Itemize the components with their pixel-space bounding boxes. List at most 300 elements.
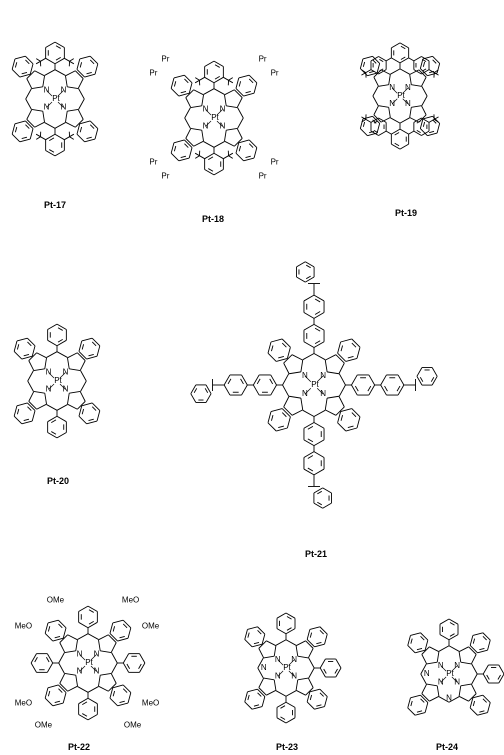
bond xyxy=(317,502,321,505)
bond xyxy=(432,368,437,377)
bond xyxy=(45,633,53,641)
bond xyxy=(77,59,80,69)
bond xyxy=(82,702,87,705)
bond xyxy=(238,118,244,128)
atom-label: N xyxy=(62,384,69,394)
bond xyxy=(266,641,276,646)
bond xyxy=(15,121,25,124)
bond xyxy=(258,630,262,634)
bond xyxy=(432,376,437,385)
bond xyxy=(360,129,367,136)
bond xyxy=(37,353,47,358)
bond xyxy=(206,385,211,394)
bond xyxy=(57,340,66,345)
bond xyxy=(247,627,257,630)
bond xyxy=(27,109,32,119)
bond xyxy=(286,718,295,723)
bond xyxy=(48,340,57,345)
bond xyxy=(459,696,469,701)
bond xyxy=(286,629,295,634)
bond xyxy=(289,396,301,398)
bond xyxy=(139,663,144,672)
bond xyxy=(301,398,303,410)
atom-label: N xyxy=(454,660,461,670)
bond xyxy=(226,128,237,130)
bond xyxy=(284,396,289,407)
bond xyxy=(400,43,409,48)
bond xyxy=(239,81,240,86)
bond xyxy=(277,613,286,618)
bond xyxy=(139,654,144,663)
bond xyxy=(296,641,306,646)
bond xyxy=(31,654,36,663)
bond xyxy=(17,403,27,406)
bond xyxy=(17,338,27,341)
bond xyxy=(374,106,379,115)
bond xyxy=(369,71,374,72)
bond xyxy=(47,405,57,411)
bond xyxy=(421,636,425,640)
bond xyxy=(208,157,213,160)
bond xyxy=(253,375,259,385)
bond xyxy=(245,639,252,646)
bond xyxy=(473,701,474,706)
bond xyxy=(76,675,78,686)
bond xyxy=(325,410,336,415)
substituent-label: Pr xyxy=(270,68,279,78)
bond xyxy=(174,140,184,143)
bond xyxy=(303,354,314,360)
bond xyxy=(391,43,400,48)
bond xyxy=(81,381,87,391)
bond xyxy=(483,699,487,703)
bond xyxy=(461,662,472,664)
bond xyxy=(390,69,400,74)
bond xyxy=(79,89,85,99)
bond xyxy=(25,56,33,64)
bond xyxy=(14,341,17,351)
atom-label: N xyxy=(437,677,444,687)
bond xyxy=(398,375,404,385)
bond xyxy=(247,689,257,692)
bond xyxy=(90,121,98,129)
bond xyxy=(421,106,426,115)
atom-label: N xyxy=(60,102,67,112)
bond xyxy=(97,411,100,421)
bond xyxy=(171,78,174,88)
bond xyxy=(395,143,399,146)
bond xyxy=(417,130,421,132)
bond xyxy=(422,684,427,694)
bond xyxy=(55,636,60,637)
metal-label: Pt xyxy=(52,94,60,104)
substituent-label: Pr xyxy=(270,157,279,167)
bond xyxy=(171,88,179,96)
bond xyxy=(282,343,286,347)
bond xyxy=(320,627,327,634)
bond xyxy=(68,635,78,640)
bond xyxy=(224,375,230,385)
bond xyxy=(303,410,314,416)
bond xyxy=(289,372,301,374)
atom-label: N xyxy=(93,649,100,659)
bond xyxy=(298,678,309,680)
bond xyxy=(314,469,324,475)
bond xyxy=(90,56,98,64)
bond xyxy=(78,687,88,693)
bond xyxy=(128,628,131,638)
bond xyxy=(110,623,113,633)
bond xyxy=(450,634,455,637)
bond xyxy=(314,452,324,458)
bond xyxy=(245,629,248,639)
bond xyxy=(270,379,273,384)
substituent-label: MeO xyxy=(14,698,33,708)
bond xyxy=(199,77,204,80)
atom-label: N xyxy=(274,654,281,664)
bond xyxy=(46,42,55,47)
bond xyxy=(310,695,311,700)
bond xyxy=(139,664,142,669)
bond xyxy=(307,702,314,709)
bond xyxy=(254,642,259,643)
bond xyxy=(268,342,271,353)
metal-label: Pt xyxy=(311,380,319,390)
bond xyxy=(304,440,314,446)
bond xyxy=(408,635,411,645)
compound-pt23 xyxy=(245,613,341,723)
bond xyxy=(228,379,231,384)
bond xyxy=(325,697,328,707)
bond xyxy=(45,393,47,404)
bond xyxy=(95,64,98,74)
bond xyxy=(483,665,488,674)
bond xyxy=(89,621,94,624)
atom-label: N xyxy=(219,121,226,131)
bond xyxy=(45,688,48,698)
bond xyxy=(194,388,197,392)
bond xyxy=(185,118,191,128)
bond xyxy=(80,391,85,401)
bond xyxy=(363,62,364,67)
bond xyxy=(408,645,415,652)
bond xyxy=(437,123,440,133)
bond xyxy=(87,72,92,73)
bond xyxy=(470,708,477,715)
bond xyxy=(77,134,85,142)
bond xyxy=(314,503,323,508)
bond xyxy=(90,60,94,64)
bond xyxy=(55,42,64,47)
bond xyxy=(85,74,95,77)
bond xyxy=(70,134,74,137)
bond xyxy=(47,663,52,672)
bond xyxy=(315,299,320,302)
bond xyxy=(186,128,191,138)
bond xyxy=(206,394,211,403)
bond xyxy=(429,131,434,132)
bond xyxy=(46,134,55,139)
bond xyxy=(58,328,63,331)
bond xyxy=(473,633,483,636)
bond xyxy=(479,711,484,712)
bond xyxy=(282,339,290,347)
bond xyxy=(57,324,66,329)
bond xyxy=(276,428,287,431)
atom-label: N xyxy=(301,389,308,399)
bond xyxy=(28,381,34,391)
bond xyxy=(118,638,128,641)
atom-label: N xyxy=(202,104,209,114)
bond xyxy=(123,620,131,628)
bond xyxy=(189,148,192,158)
bond xyxy=(208,169,213,172)
bond xyxy=(27,79,32,89)
bond xyxy=(65,111,67,122)
bond xyxy=(253,385,259,395)
atom-label: N xyxy=(219,104,226,114)
bond xyxy=(409,58,414,61)
bond xyxy=(191,385,196,394)
atom-label: N xyxy=(423,669,430,679)
bond xyxy=(123,685,131,693)
bond xyxy=(357,347,360,358)
atom-label: N xyxy=(404,98,411,108)
bond xyxy=(22,137,27,138)
bond xyxy=(87,137,92,138)
bond xyxy=(373,60,377,64)
bond xyxy=(296,690,306,695)
bond xyxy=(191,394,196,403)
bond xyxy=(48,620,58,623)
bond xyxy=(48,691,49,696)
bond xyxy=(305,262,314,267)
bond xyxy=(471,684,476,694)
bond xyxy=(417,376,422,385)
bond xyxy=(410,633,420,636)
bond xyxy=(214,153,223,158)
bond xyxy=(58,339,63,342)
bond xyxy=(55,123,65,129)
atom-label: N xyxy=(76,666,83,676)
bond xyxy=(287,417,290,428)
substituent-label: Pr xyxy=(161,54,170,64)
bond xyxy=(88,687,98,693)
bond xyxy=(69,391,80,393)
metal-label: Pt xyxy=(54,376,62,386)
bond xyxy=(79,622,88,627)
bond xyxy=(51,420,56,423)
bond xyxy=(339,385,345,396)
bond xyxy=(55,70,65,76)
bond xyxy=(315,341,320,344)
bond xyxy=(415,713,425,716)
bond xyxy=(401,46,405,49)
bond xyxy=(483,633,490,640)
substituent-label: Pr xyxy=(149,68,158,78)
bond xyxy=(341,415,343,421)
bond xyxy=(25,125,29,129)
bond xyxy=(224,90,234,95)
bond xyxy=(478,650,488,653)
bond xyxy=(499,665,504,674)
bond xyxy=(40,137,45,140)
bond xyxy=(304,313,314,319)
bond xyxy=(70,59,74,62)
bond xyxy=(36,134,40,137)
bond xyxy=(309,668,315,678)
bond xyxy=(408,708,415,715)
bond xyxy=(80,56,90,59)
bond xyxy=(283,374,289,385)
atom-label: N xyxy=(62,367,69,377)
bond xyxy=(28,371,34,381)
bond xyxy=(335,669,338,674)
bond xyxy=(70,137,74,140)
bond xyxy=(56,57,61,60)
bond xyxy=(286,702,295,707)
bond xyxy=(268,353,276,361)
bond xyxy=(214,142,224,148)
bond xyxy=(92,403,100,411)
atom-label: N xyxy=(454,677,461,687)
bond xyxy=(87,421,97,424)
bond xyxy=(341,346,343,352)
bond xyxy=(40,58,45,61)
bond xyxy=(195,153,199,156)
bond xyxy=(320,659,325,668)
bond xyxy=(214,169,223,174)
bond xyxy=(411,85,421,87)
bond xyxy=(314,422,324,428)
bond xyxy=(81,371,87,381)
bond xyxy=(316,642,321,643)
bond xyxy=(308,426,313,429)
bond xyxy=(282,413,286,417)
atom-label: N xyxy=(320,370,327,380)
bond xyxy=(472,664,478,674)
bond xyxy=(205,169,214,174)
bond xyxy=(268,423,276,431)
compound-pt20 xyxy=(14,324,100,438)
bond xyxy=(246,156,251,157)
bond xyxy=(478,713,488,716)
bond xyxy=(352,343,356,347)
bond xyxy=(410,107,412,117)
bond xyxy=(437,686,439,697)
bond xyxy=(174,146,175,151)
bond xyxy=(229,80,233,83)
bond xyxy=(113,620,123,623)
bond xyxy=(229,78,233,81)
bond xyxy=(67,353,77,358)
bond xyxy=(304,469,314,475)
bond xyxy=(174,81,175,86)
bond xyxy=(352,413,356,417)
bond xyxy=(417,368,422,377)
bond xyxy=(470,635,473,645)
bond xyxy=(65,122,75,127)
compound-label-pt19: Pt-19 xyxy=(394,208,418,218)
bond xyxy=(314,324,324,330)
bond xyxy=(98,686,108,691)
metal-label: Pt xyxy=(211,113,219,123)
bond xyxy=(191,128,202,130)
bond xyxy=(316,705,321,706)
bond xyxy=(338,423,346,431)
bond xyxy=(286,613,295,618)
bond xyxy=(17,344,18,349)
bond xyxy=(277,629,286,634)
bond xyxy=(65,71,75,76)
compound-pt22 xyxy=(15,596,160,730)
bond xyxy=(351,375,357,385)
bond xyxy=(55,58,64,63)
bond xyxy=(351,385,357,395)
bond xyxy=(26,89,32,99)
atom-label: N xyxy=(60,85,67,95)
bond xyxy=(174,75,184,78)
bond xyxy=(88,714,97,719)
bond xyxy=(215,65,220,68)
bond xyxy=(237,128,242,138)
bond xyxy=(55,134,64,139)
substituent-label: OMe xyxy=(123,720,142,730)
bond xyxy=(249,79,253,83)
bond xyxy=(421,699,425,703)
bond xyxy=(355,386,358,391)
atom-label: N xyxy=(320,389,327,399)
bond xyxy=(320,689,327,696)
bond xyxy=(314,410,325,416)
bond xyxy=(308,678,313,688)
bond xyxy=(339,396,344,407)
compound-label-pt22: Pt-22 xyxy=(67,742,91,752)
bond xyxy=(433,60,437,64)
bond xyxy=(15,62,16,67)
bond xyxy=(304,422,314,428)
substituent-label: Pr xyxy=(161,171,170,181)
bond xyxy=(27,342,31,346)
bond xyxy=(306,276,310,279)
bond xyxy=(236,153,244,161)
bond xyxy=(320,630,324,634)
bond xyxy=(45,70,55,76)
bond xyxy=(58,624,62,628)
bond xyxy=(65,673,76,675)
bond xyxy=(417,711,422,712)
bond xyxy=(249,140,257,148)
bond xyxy=(368,386,371,391)
bond xyxy=(12,134,20,142)
bond xyxy=(390,118,400,123)
bond xyxy=(51,432,56,435)
bond xyxy=(389,107,391,117)
atom-label: N xyxy=(446,693,452,703)
bond xyxy=(67,404,77,409)
bond xyxy=(363,56,373,59)
bond xyxy=(379,106,389,108)
bond xyxy=(271,346,273,352)
bond xyxy=(459,647,469,652)
bond xyxy=(100,673,111,675)
bond xyxy=(194,90,204,95)
bond xyxy=(226,106,237,108)
bond xyxy=(205,77,214,82)
bond xyxy=(346,358,357,361)
bond xyxy=(314,488,323,493)
bond xyxy=(224,130,226,141)
